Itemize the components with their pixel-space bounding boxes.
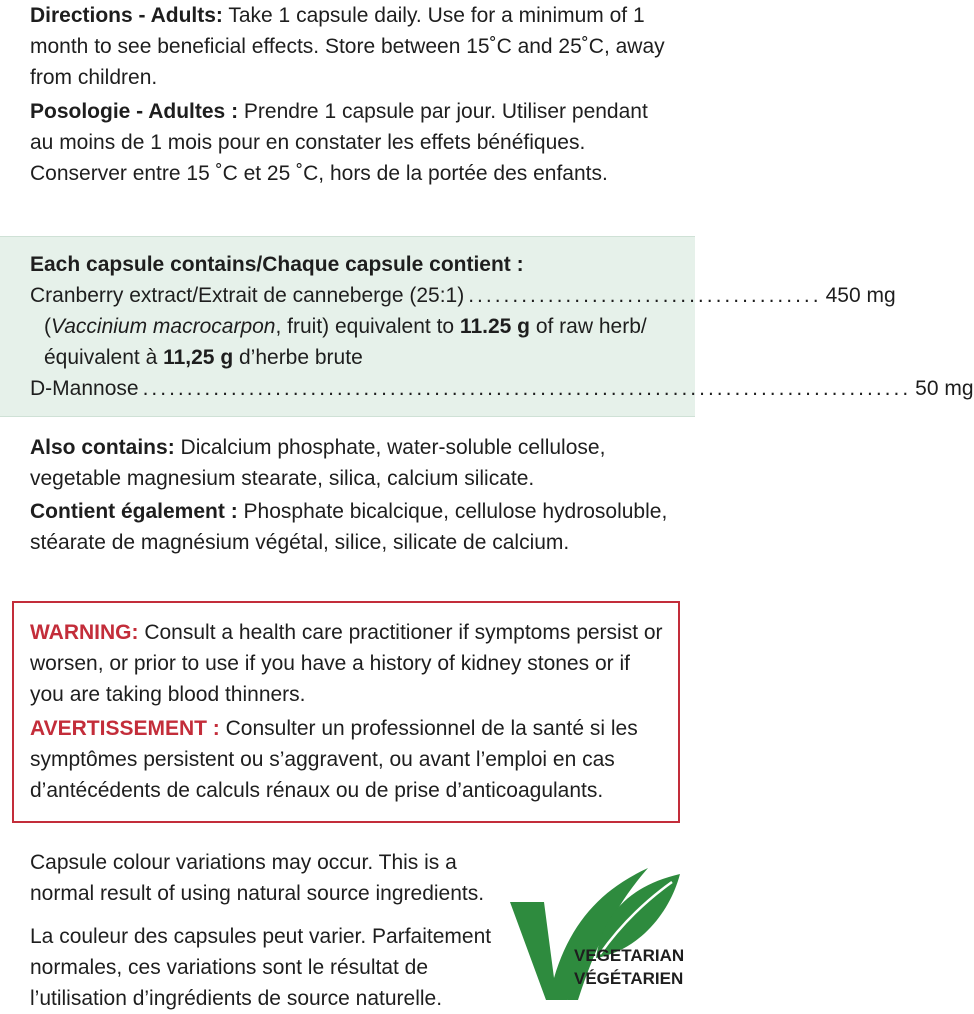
- directions-french: Posologie - Adultes : Prendre 1 capsule par jour. Utiliser pendant au moins de 1 mois pour en constater les effets bénéfiques. Conserver entre 15 ˚C et 25 ˚C, hors de la portée des enfants.: [30, 100, 648, 185]
- vegetarian-label-fr: VÉGÉTARIEN: [574, 969, 684, 988]
- ingredients-panel: [0, 236, 974, 417]
- leader-dots: .......................................................................................: [142, 377, 912, 400]
- ingredient-amount: 450 mg: [825, 284, 896, 307]
- also-contains-french: Contient également : Phosphate bicalcique, cellulose hydrosoluble, stéarate de magnésium végétal, silice, silicate de calcium.: [30, 500, 668, 554]
- colour-note-english: Capsule colour variations may occur. This is a normal result of using natural source ingredients.: [30, 851, 485, 905]
- vegetarian-label-en: VEGETARIAN: [574, 946, 685, 965]
- colour-note-french: La couleur des capsules peut varier. Parfaitement normales, ces variations sont le résultat de l’utilisation d’ingrédients de source naturelle.: [30, 925, 492, 1010]
- ingredient-row-mannose: [0, 373, 974, 404]
- ingredients-heading: Each capsule contains/Chaque capsule contient :: [30, 253, 524, 276]
- ingredient-name: Cranberry extract/Extrait de canneberge (25:1): [30, 284, 465, 307]
- directions-section: [0, 0, 695, 189]
- also-contains-section: [0, 432, 695, 558]
- directions-english: Directions - Adults: Take 1 capsule daily. Use for a minimum of 1 month to see beneficial effects. Store between 15˚C and 25˚C, away from children.: [30, 4, 665, 89]
- ingredient-source-note: (Vaccinium macrocarpon, fruit) equivalent to 11.25 g of raw herb/équivalent à 11,25 g d’herbe brute: [44, 315, 647, 369]
- ingredient-amount: 50 mg: [915, 377, 974, 400]
- ingredient-row-cranberry: [0, 280, 896, 311]
- ingredient-name: D-Mannose: [30, 377, 139, 400]
- leader-dots: ........................................: [468, 284, 822, 307]
- also-contains-english: Also contains: Dicalcium phosphate, water-soluble cellulose, vegetable magnesium stearate, silica, calcium silicate.: [30, 436, 606, 490]
- warning-french: AVERTISSEMENT : Consulter un professionnel de la santé si les symptômes persistent ou s’aggravent, ou avant l’emploi en cas d’antécédents de calculs rénaux ou de prise d’anticoagulants.: [30, 717, 638, 802]
- warning-english: WARNING: Consult a health care practitioner if symptoms persist or worsen, or prior to use if you have a history of kidney stones or if you are taking blood thinners.: [30, 621, 663, 706]
- warning-box: [12, 601, 680, 823]
